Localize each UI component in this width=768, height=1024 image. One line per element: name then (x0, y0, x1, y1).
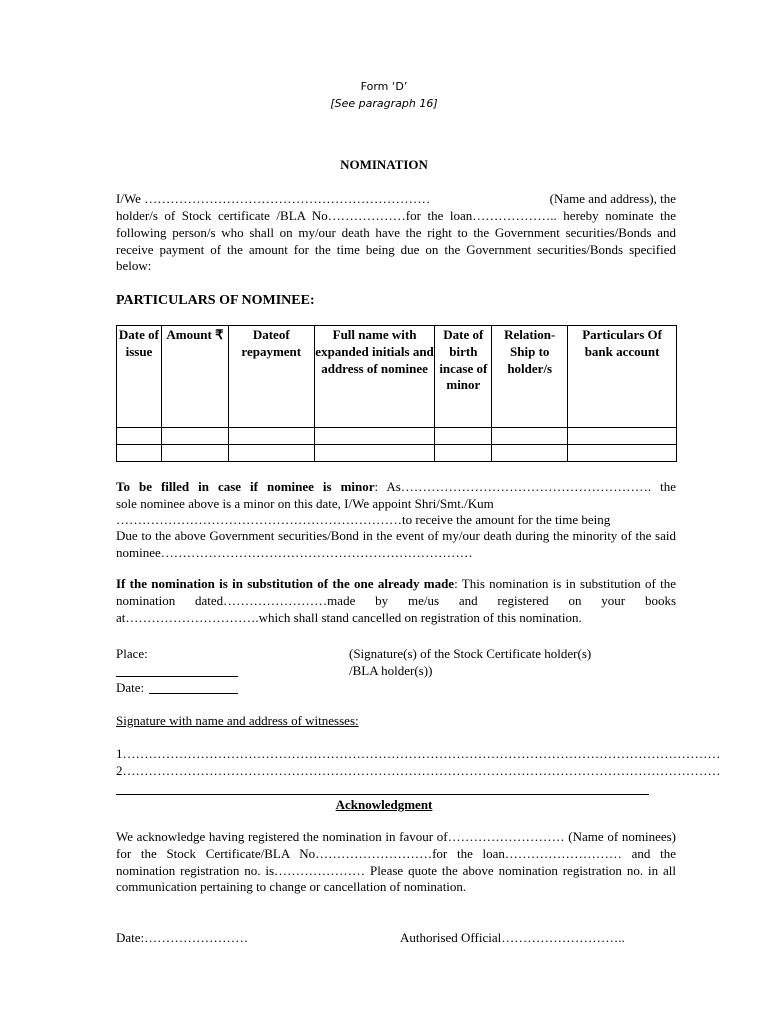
col-header-bank-account: Particulars Of bank account (568, 326, 677, 428)
minor-section-lead: To be filled in case if nominee is minor (116, 479, 375, 494)
substitution-lead: If the nomination is in substitution of the one already made (116, 576, 455, 591)
table-cell[interactable] (492, 445, 568, 462)
table-row (117, 428, 677, 445)
acknowledgment-heading: Acknowledgment (335, 797, 433, 812)
table-cell[interactable] (117, 428, 162, 445)
signature-caption-2: /BLA holder(s)) (349, 663, 433, 678)
table-cell[interactable] (435, 445, 492, 462)
minor-section-line4: Due to the above Government securities/Bond in the event of my/our death during the minority of the said nominee……………………………………………………………… (116, 528, 676, 560)
intro-line1-right: (Name and address), the (549, 191, 676, 206)
table-cell[interactable] (228, 445, 314, 462)
signature-caption-1: (Signature(s) of the Stock Certificate holder(s) (349, 646, 592, 661)
table-cell[interactable] (161, 428, 228, 445)
col-header-date-of-birth: Date of birth incase of minor (435, 326, 492, 428)
table-header-row (117, 326, 677, 428)
minor-section-line1-text: : As…………………………………………………. the (374, 479, 676, 494)
table-cell[interactable] (228, 428, 314, 445)
section-divider (116, 794, 649, 795)
table-cell[interactable] (568, 428, 677, 445)
col-header-nominee-name: Full name with expanded initials and address of nominee (314, 326, 435, 428)
date-label: Date: (116, 680, 145, 695)
table-cell[interactable] (117, 445, 162, 462)
intro-first-line (116, 191, 676, 208)
minor-section-line3: …………………………………………………………to receive the amount for the time being (116, 512, 611, 527)
place-signature-line (116, 676, 238, 677)
witnesses-heading: Signature with name and address of witnesses: (116, 713, 359, 728)
substitution-text: : This nomination is in substitution of the nomination dated……………………made by me/us and registered on your books at………………………….which shall stand cancelled on registration of this nomination. (116, 576, 676, 625)
intro-paragraph: holder/s of Stock certificate /BLA No………………for the loan……………….. hereby nominate the following person/s who shall on my/our death have the right to the Government securities/Bonds and receive payment of the amount for the time being due on the Government securities/Bonds specified below: (116, 208, 676, 274)
table-cell[interactable] (314, 428, 435, 445)
table-cell[interactable] (161, 445, 228, 462)
page-title: NOMINATION (340, 157, 428, 172)
particulars-heading: PARTICULARS OF NOMINEE: (116, 293, 315, 308)
form-label: Form ‘D’ (360, 80, 408, 93)
table-row (117, 445, 677, 462)
witness-line-1: 1………………………………………………………………………………………………………………………… (116, 746, 721, 761)
acknowledgment-date: Date:…………………… (116, 930, 249, 945)
col-header-date-of-issue: Date of issue (117, 326, 162, 428)
witness-line-2: 2………………………………………………………………………………………………………………………… (116, 763, 721, 778)
authorised-official: Authorised Official……………………….. (400, 930, 625, 945)
intro-line1-left: I/We ………………………………………………………… (116, 191, 431, 206)
minor-section-line2: sole nominee above is a minor on this date, I/We appoint Shri/Smt./Kum (116, 496, 494, 511)
nominee-table (116, 325, 677, 462)
minor-section-line1 (116, 479, 676, 496)
substitution-paragraph (116, 576, 676, 626)
table-cell[interactable] (314, 445, 435, 462)
table-cell[interactable] (435, 428, 492, 445)
date-signature-line (149, 693, 238, 694)
paragraph-reference: [See paragraph 16] (330, 97, 438, 110)
table-cell[interactable] (568, 445, 677, 462)
acknowledgment-text: We acknowledge having registered the nomination in favour of……………………… (Name of nominees) for the Stock Certificate/BLA No………………………for the loan……………………… and the nomination registration no. is………………… Please quote the above nomination registration no. in all communication pertaining to change or cancellation of nomination. (116, 829, 676, 895)
place-label: Place: (116, 646, 148, 661)
col-header-relationship: Relation-Ship to holder/s (492, 326, 568, 428)
col-header-repayment: Dateof repayment (228, 326, 314, 428)
col-header-amount: Amount ₹ (161, 326, 228, 428)
table-cell[interactable] (492, 428, 568, 445)
